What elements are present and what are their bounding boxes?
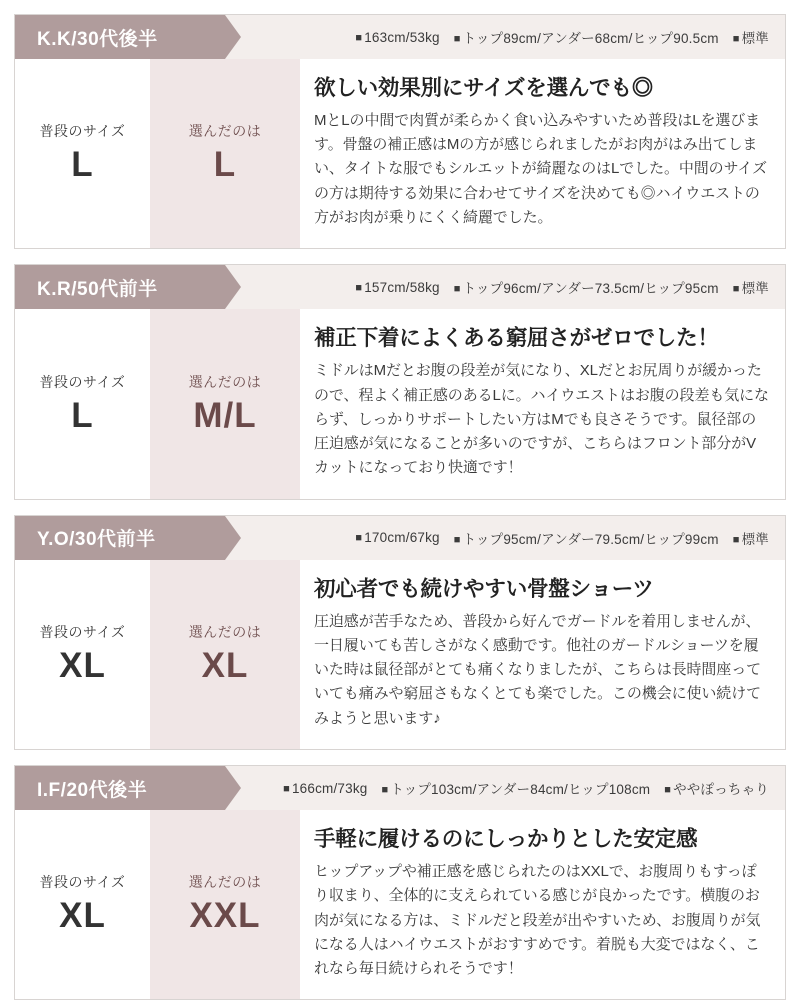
usual-size-label: 普段のサイズ bbox=[39, 623, 126, 640]
review-text-block bbox=[300, 560, 785, 749]
spec-item bbox=[664, 778, 769, 798]
reviewer-name: K.K/30代後半 bbox=[15, 15, 225, 59]
chosen-size-value: M/L bbox=[193, 395, 257, 435]
chosen-size-value: XXL bbox=[189, 896, 261, 936]
spec-text: 標準 bbox=[741, 531, 769, 547]
review-header bbox=[15, 265, 785, 309]
spec-text: トップ96cm/アンダー73.5cm/ヒップ95cm bbox=[462, 281, 719, 297]
review-text: MとLの中間で肉質が柔らかく食い込みやすいため普段はLを選びます。骨盤の補正感はMの方が感じられましたがお肉がはみ出てしまい、タイトな服でもシルエットが綺麗なのはLでした。中間のサイズの方は期待する効果に合わせてサイズを決めても◎ハイウエストの方がお肉が乗りにくく綺麗でした。 bbox=[314, 111, 768, 227]
bullet-icon: ■ bbox=[355, 532, 363, 545]
spec-text: 標準 bbox=[741, 31, 769, 46]
review-title: 初心者でも続けやすい骨盤ショーツ bbox=[314, 576, 654, 601]
spec-item bbox=[355, 280, 439, 295]
spec-text: トップ95cm/アンダー79.5cm/ヒップ99cm bbox=[462, 531, 719, 547]
spec-item bbox=[283, 781, 367, 796]
usual-size-block bbox=[15, 59, 150, 248]
review-header bbox=[15, 516, 785, 560]
usual-size-value: L bbox=[71, 395, 94, 435]
chosen-size-label: 選んだのは bbox=[188, 623, 262, 640]
review-card bbox=[14, 264, 786, 499]
spec-item bbox=[454, 277, 719, 297]
review-header bbox=[15, 15, 785, 59]
review-body bbox=[15, 59, 785, 248]
spec-item bbox=[355, 530, 439, 545]
review-body bbox=[15, 309, 785, 498]
reviewer-name: Y.O/30代前半 bbox=[15, 516, 225, 560]
chosen-size-block bbox=[150, 59, 300, 248]
usual-size-label: 普段のサイズ bbox=[39, 874, 126, 891]
spec-text: 163cm/53kg bbox=[364, 29, 440, 45]
reviewer-specs bbox=[225, 265, 785, 309]
usual-size-block bbox=[15, 309, 150, 498]
chosen-size-block bbox=[150, 560, 300, 749]
usual-size-value: L bbox=[71, 145, 94, 185]
usual-size-label: 普段のサイズ bbox=[39, 373, 126, 390]
review-card bbox=[14, 765, 786, 1000]
review-card bbox=[14, 515, 786, 750]
spec-item bbox=[382, 778, 651, 798]
spec-text: トップ89cm/アンダー68cm/ヒップ90.5cm bbox=[462, 31, 719, 46]
chosen-size-block bbox=[150, 810, 300, 999]
bullet-icon: ■ bbox=[664, 784, 672, 797]
reviewer-specs bbox=[225, 516, 785, 560]
review-text-block bbox=[300, 810, 785, 999]
spec-text: トップ103cm/アンダー84cm/ヒップ108cm bbox=[390, 782, 651, 798]
chosen-size-label: 選んだのは bbox=[188, 874, 262, 891]
spec-item bbox=[733, 277, 769, 297]
review-header bbox=[15, 766, 785, 810]
reviewer-specs bbox=[225, 766, 785, 810]
reviewer-name: K.R/50代前半 bbox=[15, 265, 225, 309]
review-text-block bbox=[300, 59, 785, 248]
spec-item bbox=[733, 528, 769, 548]
bullet-icon: ■ bbox=[355, 31, 363, 44]
spec-text: 157cm/58kg bbox=[364, 279, 440, 295]
usual-size-block bbox=[15, 560, 150, 749]
bullet-icon: ■ bbox=[355, 281, 363, 294]
review-text: 圧迫感が苦手なため、普段から好んでガードルを着用しませんが、一日履いても苦しさがなく感動です。他社のガードルショーツを履いた時は鼠径部がとても痛くなりましたが、こちらは長時間座っていても痛みや窮屈さもなくとても楽でした。この機会に使い続けてみようと思います♪ bbox=[314, 612, 762, 727]
review-title: 欲しい効果別にサイズを選んでも◎ bbox=[314, 76, 654, 100]
reviewer-specs bbox=[225, 15, 785, 59]
bullet-icon: ■ bbox=[453, 283, 461, 296]
usual-size-label: 普段のサイズ bbox=[39, 123, 126, 140]
usual-size-value: XL bbox=[59, 896, 106, 936]
chosen-size-block bbox=[150, 309, 300, 498]
spec-item bbox=[733, 27, 769, 47]
usual-size-block bbox=[15, 810, 150, 999]
bullet-icon: ■ bbox=[732, 533, 740, 546]
bullet-icon: ■ bbox=[732, 33, 740, 45]
chosen-size-label: 選んだのは bbox=[188, 123, 262, 140]
chosen-size-label: 選んだのは bbox=[188, 373, 262, 390]
review-text-block bbox=[300, 309, 785, 498]
spec-text: ややぽっちゃり bbox=[673, 782, 769, 798]
bullet-icon: ■ bbox=[732, 283, 740, 296]
review-title: 手軽に履けるのにしっかりとした安定感 bbox=[314, 827, 698, 852]
spec-text: 170cm/67kg bbox=[364, 530, 440, 546]
chosen-size-value: XL bbox=[201, 645, 249, 685]
review-body bbox=[15, 560, 785, 749]
review-card bbox=[14, 14, 786, 249]
spec-item bbox=[355, 30, 439, 45]
review-text: ミドルはMだとお腹の段差が気になり、XLだとお尻周りが緩かったので、程よく補正感のあるLに。ハイウエストはお腹の段差も気にならず、しっかりサポートしたい方はMでも良さそうです。鼠径部の圧迫感が気になることが多いのですが、こちらはフロント部分がVカットになっており快適です！ bbox=[314, 362, 769, 477]
review-title: 補正下着によくある窮屈さがゼロでした！ bbox=[314, 326, 719, 351]
reviewer-name: I.F/20代後半 bbox=[15, 766, 225, 810]
chosen-size-value: L bbox=[213, 145, 237, 185]
bullet-icon: ■ bbox=[453, 533, 461, 546]
spec-item bbox=[454, 528, 719, 548]
spec-text: 標準 bbox=[741, 281, 769, 297]
review-body bbox=[15, 810, 785, 999]
bullet-icon: ■ bbox=[453, 33, 461, 45]
spec-text: 166cm/73kg bbox=[291, 780, 368, 796]
review-text: ヒップアップや補正感を感じられたのはXXLで、お腹周りもすっぽり収まり、全体的に支えられている感じが良かったです。横腹のお肉が気になる方は、ミドルだと段差が出やすいため、お腹周りが気になる人はハイウエストがおすすめです。着脱も大変ではなく、これなら毎日続けられそうです！ bbox=[314, 862, 761, 978]
usual-size-value: XL bbox=[59, 645, 106, 685]
spec-item bbox=[454, 27, 719, 47]
bullet-icon: ■ bbox=[381, 784, 389, 797]
bullet-icon: ■ bbox=[283, 782, 290, 795]
